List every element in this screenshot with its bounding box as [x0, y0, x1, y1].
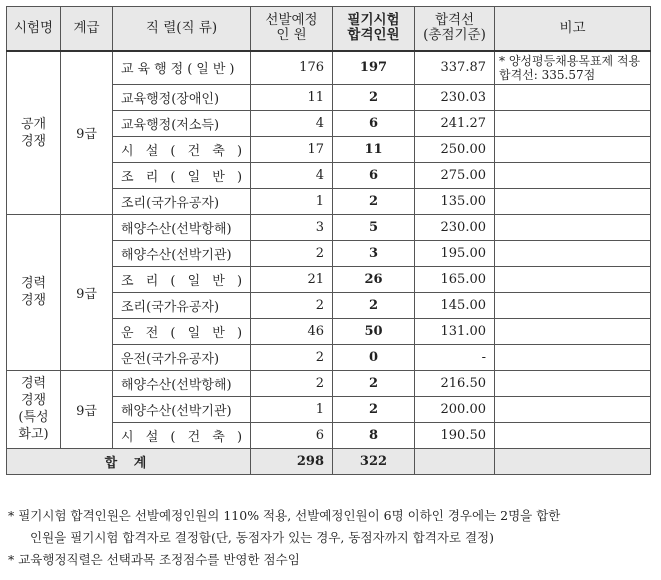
passers-count-cell: 2	[333, 188, 415, 214]
passers-count-cell: 11	[333, 136, 415, 162]
header-grade: 계급	[61, 7, 113, 51]
remark-empty-cell	[495, 84, 651, 110]
cutoff-score-cell: -	[415, 344, 495, 370]
table-row	[7, 214, 651, 240]
exam-group-name	[7, 370, 61, 448]
exam-group-name-line: 공개	[20, 116, 47, 132]
cutoff-score-cell: 190.50	[415, 422, 495, 448]
footnote-1-line-2: 인원을 필기시험 합격자로 결정함(단, 동점자가 있는 경우, 동점자까지 합격자로 결정)	[30, 530, 495, 545]
header-remarks: 비고	[495, 7, 651, 51]
footnote-1-line-1: * 필기시험 합격인원은 선발예정인원의 110% 적용, 선발예정인원이 6명 이하인 경우에는 2명을 합한	[8, 508, 561, 523]
remark-empty-cell	[495, 396, 651, 422]
table-body	[7, 51, 651, 475]
exam-group-name-line: 경쟁	[20, 293, 47, 308]
total-label: 합 계	[7, 448, 251, 474]
grade-cell: 9급	[61, 51, 113, 215]
remark-empty-cell	[495, 318, 651, 344]
cutoff-score-cell: 241.27	[415, 110, 495, 136]
grade-cell: 9급	[61, 370, 113, 448]
header-passers	[333, 7, 415, 51]
cutoff-score-cell: 145.00	[415, 292, 495, 318]
header-passers-line1: 필기시험	[347, 12, 400, 29]
passers-count-cell: 2	[333, 396, 415, 422]
exam-group-name-line: 화고)	[18, 427, 49, 442]
passers-count-cell: 3	[333, 240, 415, 266]
planned-count-cell: 4	[251, 162, 333, 188]
job-title-cell: 조리(국가유공자)	[113, 188, 251, 214]
planned-count-cell: 1	[251, 188, 333, 214]
remark-empty-cell	[495, 162, 651, 188]
planned-count-cell: 2	[251, 344, 333, 370]
remark-cell: * 양성평등채용목표제 적용 합격선: 335.57점	[495, 51, 651, 85]
exam-group-name	[7, 51, 61, 215]
header-cutoff	[415, 7, 495, 51]
passers-count-cell: 197	[333, 51, 415, 85]
planned-count-cell: 46	[251, 318, 333, 344]
exam-group-name-line: (특성	[18, 410, 49, 425]
header-exam-name: 시험명	[7, 7, 61, 51]
grade-cell: 9급	[61, 214, 113, 370]
cutoff-score-cell: 135.00	[415, 188, 495, 214]
table-header-row	[7, 7, 651, 51]
job-title-cell: 조 리 ( 일 반 )	[113, 162, 251, 188]
header-planned-line1: 선발예정	[265, 12, 318, 29]
total-cutoff-empty	[415, 448, 495, 474]
exam-group-name	[7, 214, 61, 370]
total-planned: 298	[251, 448, 333, 474]
remark-empty-cell	[495, 136, 651, 162]
passers-count-cell: 8	[333, 422, 415, 448]
header-planned-line2: 인 원	[276, 27, 307, 44]
header-job-title: 직 렬(직 류)	[113, 7, 251, 51]
passers-count-cell: 0	[333, 344, 415, 370]
remark-empty-cell	[495, 370, 651, 396]
remark-empty-cell	[495, 266, 651, 292]
job-title-cell: 교육행정(일반)	[113, 51, 251, 85]
cutoff-score-cell: 230.03	[415, 84, 495, 110]
footnotes	[8, 505, 652, 571]
table-row	[7, 51, 651, 85]
job-title-cell: 교육행정(저소득)	[113, 110, 251, 136]
job-title-cell: 해양수산(선박기관)	[113, 240, 251, 266]
remark-empty-cell	[495, 422, 651, 448]
passers-count-cell: 5	[333, 214, 415, 240]
planned-count-cell: 2	[251, 240, 333, 266]
passers-count-cell: 6	[333, 162, 415, 188]
header-cutoff-line1: 합격선	[434, 12, 475, 29]
cutoff-score-cell: 337.87	[415, 51, 495, 85]
header-passers-line2: 합격인원	[347, 27, 400, 44]
cutoff-score-cell: 165.00	[415, 266, 495, 292]
remark-empty-cell	[495, 110, 651, 136]
exam-group-name-line: 경력	[20, 376, 47, 391]
remark-empty-cell	[495, 292, 651, 318]
cutoff-score-cell: 250.00	[415, 136, 495, 162]
exam-group-name-line: 경쟁	[20, 393, 47, 408]
footnote-2: * 교육행정직렬은 선택과목 조정점수를 반영한 점수임	[8, 552, 300, 567]
cutoff-score-cell: 230.00	[415, 214, 495, 240]
planned-count-cell: 2	[251, 370, 333, 396]
planned-count-cell: 176	[251, 51, 333, 85]
job-title-cell: 해양수산(선박항해)	[113, 370, 251, 396]
planned-count-cell: 3	[251, 214, 333, 240]
exam-group-name-line: 경쟁	[20, 133, 47, 149]
passers-count-cell: 26	[333, 266, 415, 292]
job-title-cell: 해양수산(선박기관)	[113, 396, 251, 422]
planned-count-cell: 6	[251, 422, 333, 448]
planned-count-cell: 4	[251, 110, 333, 136]
job-title-cell: 운전(국가유공자)	[113, 344, 251, 370]
passers-count-cell: 6	[333, 110, 415, 136]
passers-count-cell: 2	[333, 370, 415, 396]
cutoff-score-cell: 200.00	[415, 396, 495, 422]
job-title-cell: 시 설 ( 건 축 )	[113, 136, 251, 162]
remark-empty-cell	[495, 214, 651, 240]
passers-count-cell: 50	[333, 318, 415, 344]
job-title-cell: 해양수산(선박항해)	[113, 214, 251, 240]
cutoff-score-cell: 195.00	[415, 240, 495, 266]
job-title-cell: 시 설 ( 건 축 )	[113, 422, 251, 448]
remark-empty-cell	[495, 344, 651, 370]
planned-count-cell: 1	[251, 396, 333, 422]
job-title-cell: 운 전 ( 일 반 )	[113, 318, 251, 344]
exam-results-table	[6, 6, 651, 475]
planned-count-cell: 21	[251, 266, 333, 292]
cutoff-score-cell: 275.00	[415, 162, 495, 188]
remark-empty-cell	[495, 188, 651, 214]
passers-count-cell: 2	[333, 292, 415, 318]
job-title-cell: 교육행정(장애인)	[113, 84, 251, 110]
header-planned	[251, 7, 333, 51]
remark-empty-cell	[495, 240, 651, 266]
cutoff-score-cell: 216.50	[415, 370, 495, 396]
header-cutoff-line2: (총점기준)	[423, 27, 486, 44]
planned-count-cell: 2	[251, 292, 333, 318]
table-row	[7, 370, 651, 396]
exam-group-name-line: 경력	[20, 276, 47, 291]
cutoff-score-cell: 131.00	[415, 318, 495, 344]
job-title-cell: 조 리 ( 일 반 )	[113, 266, 251, 292]
total-remark-empty	[495, 448, 651, 474]
passers-count-cell: 2	[333, 84, 415, 110]
planned-count-cell: 11	[251, 84, 333, 110]
planned-count-cell: 17	[251, 136, 333, 162]
total-row	[7, 448, 651, 474]
results-document	[6, 6, 650, 475]
total-passers: 322	[333, 448, 415, 474]
job-title-cell: 조리(국가유공자)	[113, 292, 251, 318]
